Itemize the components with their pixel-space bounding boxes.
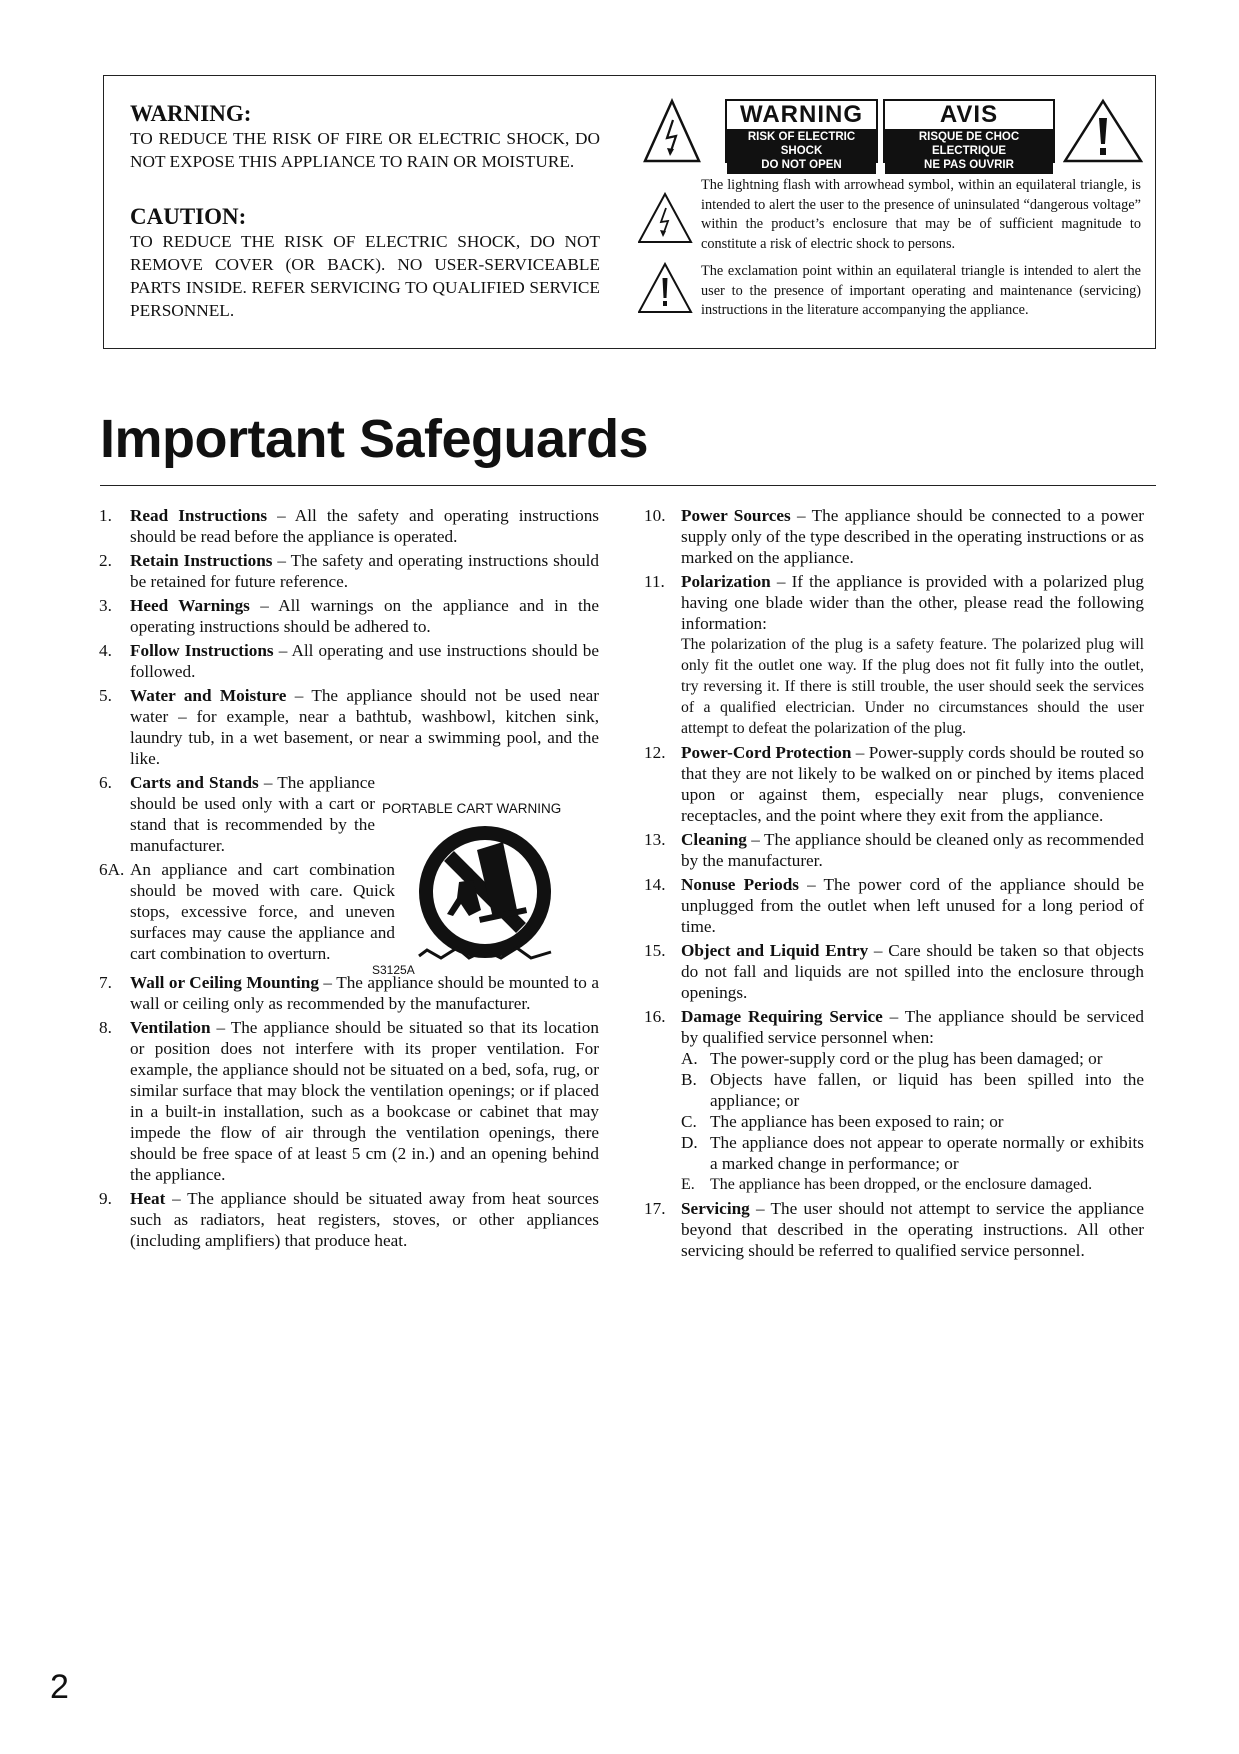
item-text: – Power-supply cords should be routed so that they are not likely to be walked on or pinched by items placed upon or against them, especially near plugs, convenience receptacles, and the point where they exit from the appliance.	[681, 743, 1144, 825]
item-text: – The appliance should be mounted to a wall or ceiling only as recommended by the manufacturer.	[130, 973, 600, 1013]
lightning-small-icon	[638, 192, 693, 244]
subitem-letter: A.	[681, 1049, 698, 1068]
item-number: 13.	[644, 830, 666, 849]
item-text: – All operating and use instructions should be followed.	[130, 641, 599, 681]
list-item	[644, 940, 1144, 1003]
item-text: – The power cord of the appliance should be unplugged from the outlet when left unused for a long period of time.	[681, 875, 1144, 936]
subitem-letter: E.	[681, 1176, 695, 1193]
warning-text: TO REDUCE THE RISK OF FIRE OR ELECTRIC SHOCK, DO NOT EXPOSE THIS APPLIANCE TO RAIN OR MOISTURE.	[130, 129, 600, 171]
lightning-explanation: The lightning flash with arrowhead symbol, within an equilateral triangle, is intended to alert the user to the presence of uninsulated “dangerous voltage” within the product’s enclosure that may be of sufficient magnitude to constitute a risk of electric shock to persons.	[701, 177, 1141, 252]
warning-label-big: WARNING	[740, 101, 863, 128]
list-item	[99, 972, 599, 1014]
subitem-text: The appliance has been dropped, or the enclosure damaged.	[710, 1176, 1093, 1193]
caution-text: TO REDUCE THE RISK OF ELECTRIC SHOCK, DO NOT REMOVE COVER (OR BACK). NO USER-SERVICEABLE PARTS INSIDE. REFER SERVICING TO QUALIFIED SERVICE PERSONNEL.	[130, 232, 600, 320]
list-item	[99, 772, 375, 856]
item-heading: Follow Instructions	[130, 641, 274, 660]
item-text: – The appliance should be connected to a power supply only of the type described in the operating instructions or as marked on the appliance.	[681, 506, 1144, 567]
caution-title: CAUTION:	[130, 204, 247, 229]
item-text: – The user should not attempt to service the appliance beyond that described in the operating instructions. All other servicing should be referred to qualified service personnel.	[681, 1199, 1144, 1260]
item-heading: Damage Requiring Service	[681, 1007, 883, 1026]
subitem-letter: C.	[681, 1112, 697, 1131]
item-number: 6.	[99, 773, 112, 792]
subitem-text: The power-supply cord or the plug has been damaged; or	[710, 1049, 1103, 1068]
title-rule	[100, 485, 1156, 486]
item-heading: Read Instructions	[130, 506, 268, 525]
item-heading: Object and Liquid Entry	[681, 941, 869, 960]
list-item	[99, 595, 599, 637]
item-text: – The appliance should not be used near water – for example, near a bathtub, washbowl, kitchen sink, laundry tub, in a wet basement, or near a swimming pool, and the like.	[130, 686, 599, 768]
list-item	[644, 874, 1144, 937]
item-text: – The appliance should be situated away from heat sources such as radiators, heat registers, stoves, or other appliances (including amplifiers) that produce heat.	[130, 1189, 599, 1250]
item-number: 11.	[644, 572, 665, 591]
list-item	[99, 505, 599, 547]
item-heading: Heed Warnings	[130, 596, 250, 615]
item-number: 1.	[99, 506, 112, 525]
list-item	[644, 1198, 1144, 1261]
list-item	[99, 1017, 599, 1185]
list-item	[644, 505, 1144, 568]
item-heading: Polarization	[681, 572, 771, 591]
page-title: Important Safeguards	[100, 409, 649, 469]
avis-label-line1: RISQUE DE CHOC ELECTRIQUE	[918, 131, 1020, 157]
item-number: 9.	[99, 1189, 112, 1208]
item-text: An appliance and cart combination should be moved with care. Quick stops, excessive force, and uneven surfaces may cause the appliance and cart combination to overturn.	[130, 860, 395, 963]
cart-caption-code: S3125A	[372, 963, 415, 977]
item-heading: Ventilation	[130, 1018, 211, 1037]
item-number: 10.	[644, 506, 666, 525]
list-item	[99, 640, 599, 682]
item-number: 16.	[644, 1007, 666, 1026]
item-heading: Heat	[130, 1189, 166, 1208]
item-heading: Servicing	[681, 1199, 750, 1218]
item-text: – All warnings on the appliance and in the operating instructions should be adhered to.	[130, 596, 599, 636]
item-heading: Power Sources	[681, 506, 791, 525]
item-number: 2.	[99, 551, 112, 570]
item-heading: Power-Cord Protection	[681, 743, 852, 762]
item-text: – The safety and operating instructions should be retained for future reference.	[130, 551, 599, 591]
list-item	[644, 571, 1144, 739]
item-text: – The appliance should be cleaned only as recommended by the manufacturer.	[681, 830, 1144, 870]
warning-label-strip	[727, 129, 876, 174]
avis-label	[883, 99, 1055, 171]
subitem-text: Objects have fallen, or liquid has been spilled into the appliance; or	[710, 1070, 1144, 1110]
avis-label-big: AVIS	[939, 101, 999, 128]
item-number: 6A.	[99, 860, 125, 879]
subitem-letter: D.	[681, 1133, 698, 1152]
page-number: 2	[50, 1668, 69, 1706]
warning-title: WARNING:	[130, 101, 252, 126]
list-item	[644, 829, 1144, 871]
damage-subitem	[681, 1132, 1144, 1174]
item-text: – Care should be taken so that objects do not fall and liquids are not spilled into the enclosure through openings.	[681, 941, 1144, 1002]
item-text: – The appliance should be serviced by qualified service personnel when:	[681, 1007, 1144, 1047]
item-number: 8.	[99, 1018, 112, 1037]
item-number: 5.	[99, 686, 112, 705]
damage-subitem	[681, 1069, 1144, 1111]
damage-subitem	[681, 1048, 1144, 1069]
item-number: 7.	[99, 973, 112, 992]
item-number: 4.	[99, 641, 112, 660]
subitem-text: The appliance does not appear to operate normally or exhibits a marked change in performance; or	[710, 1133, 1144, 1173]
item-heading: Water and Moisture	[130, 686, 287, 705]
exclamation-triangle-icon	[1063, 98, 1143, 164]
avis-label-line2: NE PAS OUVRIR	[924, 159, 1014, 171]
item-number: 12.	[644, 743, 666, 762]
list-item	[99, 859, 395, 964]
exclamation-explanation: The exclamation point within an equilateral triangle is intended to alert the user to the presence of important operating and maintenance (servicing) instructions in the literature accompanying the appliance.	[701, 263, 1141, 318]
list-item	[644, 1006, 1144, 1195]
list-item	[99, 1188, 599, 1251]
warning-label-line2: DO NOT OPEN	[761, 159, 842, 171]
subitem-text: The appliance has been exposed to rain; or	[710, 1112, 1004, 1131]
item-number: 3.	[99, 596, 112, 615]
list-item	[99, 550, 599, 592]
exclamation-small-icon	[638, 262, 693, 314]
avis-label-strip	[885, 129, 1053, 174]
item-text: – All the safety and operating instructions should be read before the appliance is operated.	[130, 506, 599, 546]
warning-label-line1: RISK OF ELECTRIC SHOCK	[747, 131, 856, 157]
warning-label	[725, 99, 878, 171]
lightning-triangle-icon	[643, 98, 701, 164]
cart-caption-top: PORTABLE CART WARNING	[382, 801, 562, 816]
item-heading: Cleaning	[681, 830, 747, 849]
subitem-letter: B.	[681, 1070, 697, 1089]
item-text: – The appliance should be situated so that its location or position does not interfere with its proper ventilation. For example, the appliance should not be situated on a bed, sofa, rug, or similar surface that may block the ventilation openings; or if placed in a built-in installation, such as a bookcase or cabinet that may impede the flow of air through the ventilation openings, there should be free space of at least 5 cm (2 in.) and an opening behind the appliance.	[130, 1018, 599, 1184]
right-list	[644, 505, 1144, 1264]
item-heading: Nonuse Periods	[681, 875, 799, 894]
tipping-cart-icon	[405, 820, 565, 970]
item-number: 15.	[644, 941, 666, 960]
item-heading: Carts and Stands	[130, 773, 259, 792]
polarization-note: The polarization of the plug is a safety feature. The polarized plug will only fit the outlet one way. If the plug does not fit fully into the outlet, try reversing it. If there is still trouble, the user should seek the services of a qualified electrician. Under no circumstances should the user attempt to defeat the polarization of the plug.	[681, 636, 1144, 737]
damage-subitem	[681, 1174, 1144, 1195]
list-item	[644, 742, 1144, 826]
item-text: – The appliance should be used only with a cart or stand that is recommended by the manufacturer.	[130, 773, 375, 855]
damage-subitem	[681, 1111, 1144, 1132]
item-number: 14.	[644, 875, 666, 894]
list-item	[99, 685, 599, 769]
item-text: – If the appliance is provided with a polarized plug having one blade wider than the other, please read the following information:	[681, 572, 1144, 633]
item-heading: Wall or Ceiling Mounting	[130, 973, 319, 992]
item-heading: Retain Instructions	[130, 551, 273, 570]
item-number: 17.	[644, 1199, 666, 1218]
